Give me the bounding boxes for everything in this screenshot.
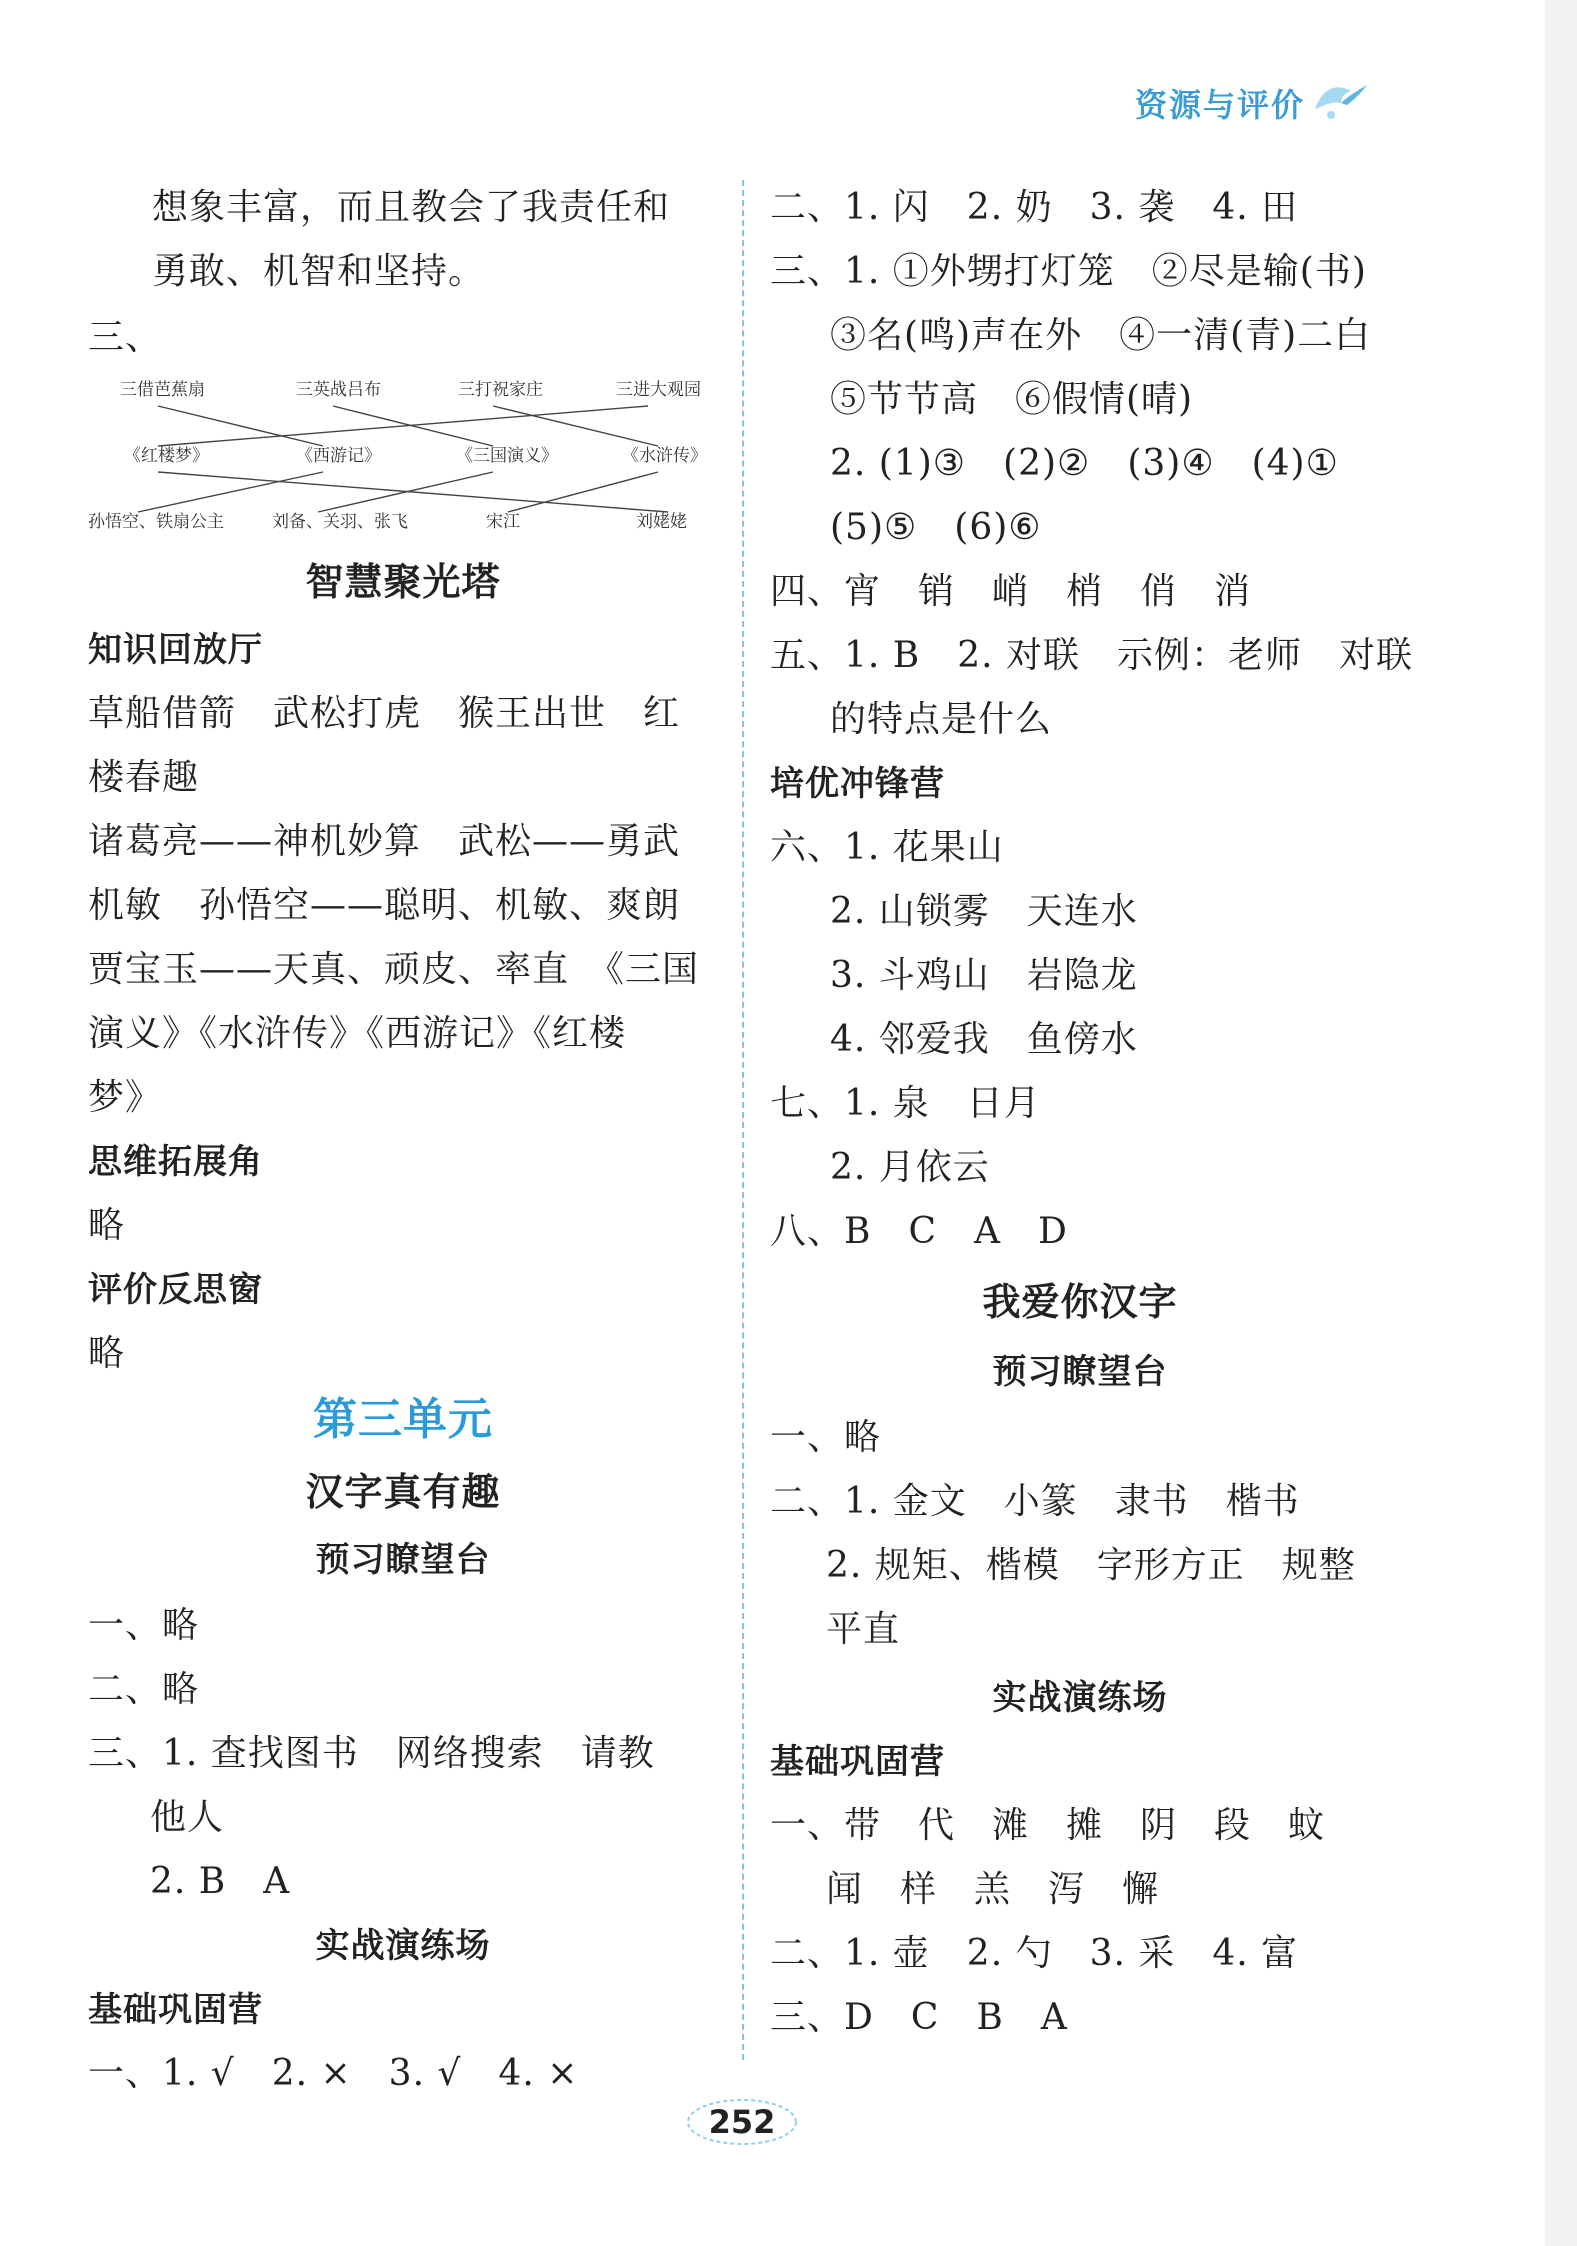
match-top-3: 三打祝家庄: [458, 380, 543, 400]
text-line: 贾宝玉——天真、顽皮、率直 《三国: [88, 949, 700, 990]
match-bot-2: 刘备、关羽、张飞: [272, 512, 408, 532]
match-line: [158, 472, 668, 512]
match-bot-3: 宋江: [486, 512, 520, 532]
match-mid-4: 《水浒传》: [622, 446, 707, 466]
text-line: 二、1. 金文 小篆 隶书 楷书: [770, 1481, 1300, 1522]
text-line: 机敏 孙悟空——聪明、机敏、爽朗: [88, 885, 681, 926]
subsection-title: 预习瞭望台: [315, 1540, 491, 1580]
text-line: 诸葛亮——神机妙算 武松——勇武: [88, 821, 681, 862]
text-line: ③名(鸣)声在外 ④一清(青)二白: [830, 315, 1372, 356]
text-line: 六、1. 花果山: [770, 827, 1004, 868]
header-title: 资源与评价: [1135, 86, 1306, 124]
match-bot-1: 孙悟空、铁扇公主: [88, 512, 224, 532]
subsection-title: 知识回放厅: [88, 630, 263, 670]
subsection-title: 培优冲锋营: [770, 764, 945, 804]
match-line: [318, 472, 493, 512]
text-line: 略: [88, 1205, 126, 1246]
text-line: 一、略: [770, 1417, 882, 1458]
text-line: 2. (1)③ (2)② (3)④ (4)①: [830, 443, 1339, 484]
text-line: 2. 规矩、楷模 字形方正 规整: [826, 1545, 1356, 1586]
lesson-title: 汉字真有趣: [305, 1470, 501, 1514]
text-line: 2. 山锁雾 天连水: [830, 891, 1138, 932]
text-line: 2. B A: [150, 1861, 291, 1902]
match-mid-3: 《三国演义》: [456, 446, 558, 466]
text-line: 三、1. 查找图书 网络搜索 请教: [88, 1733, 655, 1774]
text-line: 一、带 代 滩 摊 阴 段 蚊: [770, 1805, 1326, 1846]
text-line: 4. 邻爱我 鱼傍水: [830, 1019, 1138, 1060]
subsection-title: 实战演练场: [315, 1926, 491, 1966]
lesson-title: 我爱你汉字: [982, 1280, 1178, 1324]
subsection-title: 基础巩固营: [770, 1742, 945, 1782]
text-line: (5)⑤ (6)⑥: [830, 507, 1042, 548]
subsection-title: 预习瞭望台: [992, 1352, 1168, 1392]
text-line: 一、略: [88, 1605, 200, 1646]
text-line: 二、略: [88, 1669, 200, 1710]
text-line: 四、宵 销 峭 梢 俏 消: [770, 571, 1252, 612]
subsection-title: 基础巩固营: [88, 1990, 263, 2030]
text-line: 闻 样 羔 泻 懈: [826, 1869, 1160, 1910]
text-line: 的特点是什么: [830, 699, 1053, 740]
subsection-title: 评价反思窗: [88, 1270, 263, 1310]
text-line: ⑤节节高 ⑥假情(晴): [830, 379, 1194, 420]
text-line: 他人: [150, 1797, 225, 1838]
match-top-2: 三英战吕布: [296, 380, 381, 400]
column-divider: [742, 180, 744, 2060]
match-mid-2: 《西游记》: [296, 446, 381, 466]
text-line: 勇敢、机智和坚持。: [152, 251, 486, 292]
match-top-4: 三进大观园: [616, 380, 701, 400]
text-line: 3. 斗鸡山 岩隐龙: [830, 955, 1138, 996]
text-line: 草船借箭 武松打虎 猴王出世 红: [88, 693, 681, 734]
text-line: 三、D C B A: [770, 1997, 1068, 2038]
text-line: 三、1. ①外甥打灯笼 ②尽是输(书): [770, 251, 1367, 292]
section-title: 智慧聚光塔: [305, 560, 501, 604]
text-line: 演义》《水浒传》《西游记》《红楼: [88, 1013, 627, 1054]
text-line: 平直: [826, 1609, 901, 1650]
header: [1135, 78, 1371, 128]
text-line: 二、1. 壶 2. 勺 3. 采 4. 富: [770, 1933, 1299, 1974]
match-bot-4: 刘姥姥: [636, 512, 687, 532]
text-line: 七、1. 泉 日月: [770, 1083, 1041, 1124]
text-line: 八、B C A D: [770, 1211, 1068, 1252]
question-number: 三、: [88, 317, 163, 358]
text-line: 一、1. √ 2. × 3. √ 4. ×: [88, 2053, 579, 2094]
match-mid-1: 《红楼梦》: [124, 446, 209, 466]
matching-diagram: [88, 372, 718, 547]
text-line: 五、1. B 2. 对联 示例：老师 对联: [770, 635, 1414, 676]
text-line: 楼春趣: [88, 757, 200, 798]
page-number: [686, 2098, 798, 2146]
match-line: [333, 406, 493, 446]
subsection-title: 思维拓展角: [88, 1142, 263, 1182]
match-top-1: 三借芭蕉扇: [120, 380, 205, 400]
text-line: 二、1. 闪 2. 奶 3. 袭 4. 田: [770, 187, 1299, 228]
text-line: 想象丰富，而且教会了我责任和: [152, 187, 671, 228]
subsection-title: 实战演练场: [992, 1678, 1168, 1718]
match-line: [158, 406, 323, 446]
text-line: 梦》: [88, 1077, 163, 1118]
brush-stroke-icon: [1311, 79, 1371, 127]
unit-title: 第三单元: [313, 1394, 493, 1445]
page-number-text: 252: [708, 2103, 776, 2141]
text-line: 2. 月依云: [830, 1147, 990, 1188]
text-line: 略: [88, 1333, 126, 1374]
